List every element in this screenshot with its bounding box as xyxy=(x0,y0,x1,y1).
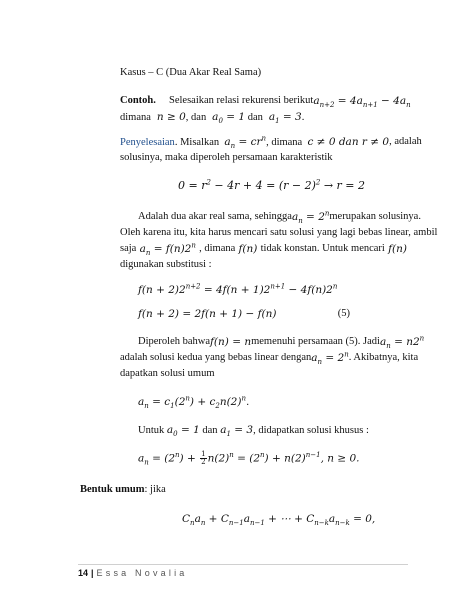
general-solution: $a_n = c_1(2^n) + c_2n(2)^n$. xyxy=(138,394,250,411)
paragraph1-line-4: digunakan substitusi : xyxy=(120,259,212,270)
paragraph1-line-3: saja $a_n = f(n)2^n$ , dimana f(n) tidak konstan. Untuk mencari f(n) xyxy=(120,241,407,258)
general-recurrence-equation: $C_na_n + C_{n-1}a_{n-1}$ + ⋯ + $C_{n-k}a_{n-k} = 0$, xyxy=(182,513,376,528)
solution-line-1: Penyelesaian. Misalkan $a_n = cr^n$, dimana c ≠ 0 dan r ≠ 0 , adalah xyxy=(120,134,422,151)
equation-number: (5) xyxy=(337,308,350,319)
footer-author: Essa Novalia xyxy=(96,568,188,578)
example-line-1 xyxy=(120,94,411,110)
paragraph2-line-1: Diperoleh bahwa f(n) = n memenuhi persamaan (5). Jadi $a_n = n2^n$ xyxy=(138,334,425,351)
general-form-label: Bentuk umum xyxy=(80,484,145,495)
footer-separator: | xyxy=(91,568,94,578)
substitution-equation-2: f(n + 2) = 2f(n + 1) − f(n) (5) xyxy=(138,308,350,320)
page-number: 14 xyxy=(78,568,89,578)
paragraph1-line-2: Oleh karena itu, kita harus mencari satu solusi yang lagi bebas linear, ambil xyxy=(120,227,438,238)
characteristic-equation: $0 = r^2 - 4r + 4 = (r - 2)^2 \to r = 2$ xyxy=(178,178,366,192)
particular-solution: $a_n = (2^n)$ + $\frac{1}{2}$ $n(2)^n = (2^n) + n(2)^{n-1}$, n ≥ 0. xyxy=(138,450,360,467)
paragraph2-line-3: dapatkan solusi umum xyxy=(120,368,215,379)
paragraph1-line-1: Adalah dua akar real sama, sehingga $a_n = 2^n$ merupakan solusinya. xyxy=(138,209,421,226)
example-text: Selesaikan relasi rekurensi berikut xyxy=(169,95,314,106)
paragraph3-line: Untuk $a_0 = 1$ dan $a_1 = 3$, didapatkan solusi khusus : xyxy=(138,424,369,439)
footer-divider xyxy=(78,564,408,565)
paragraph2-line-2: adalah solusi kedua yang bebas linear dengan $a_n = 2^n$ . Akibatnya, kita xyxy=(120,350,419,367)
section-heading: Kasus – C (Dua Akar Real Sama) xyxy=(120,67,262,78)
recurrence-equation: $a_{n+2} = 4a_{n+1} - 4a_n$ xyxy=(313,95,411,110)
solution-label: Penyelesaian xyxy=(120,137,175,148)
general-form-line: Bentuk umum: jika xyxy=(80,484,166,495)
page-footer xyxy=(78,568,187,578)
solution-line-2: solusinya, maka diperoleh persamaan karakteristik xyxy=(120,152,333,163)
example-line-2: dimana n ≥ 0, dan $a_0 = 1$ dan $a_1 = 3$. xyxy=(120,111,305,126)
substitution-equation-1: $f(n + 2)2^{n+2} = 4f(n + 1)2^{n+1} - 4f(n)2^n$ xyxy=(138,282,338,296)
example-label: Contoh. xyxy=(120,95,156,106)
